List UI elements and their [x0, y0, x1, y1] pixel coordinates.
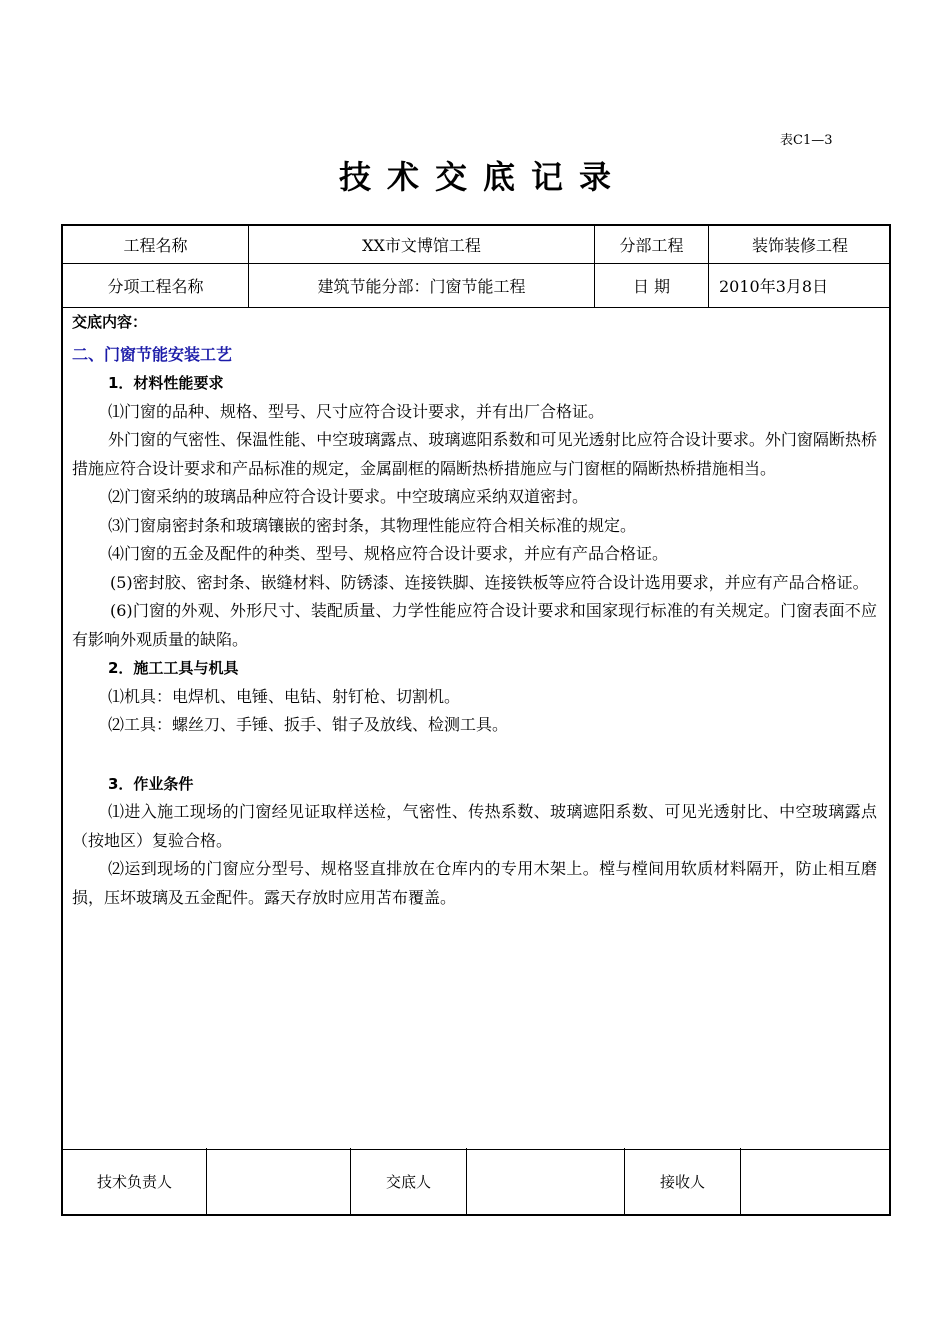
division-label: 分部工程 [595, 226, 709, 263]
subitem-label: 分项工程名称 [63, 264, 249, 307]
subsection-materials-title: 1．材料性能要求 [108, 374, 224, 392]
spacer [72, 740, 877, 770]
header-row-2 [63, 264, 889, 308]
paragraph: ⑵工具：螺丝刀、手锤、扳手、钳子及放线、检测工具。 [108, 715, 509, 734]
content-label: 交底内容： [72, 313, 148, 331]
date-label: 日 期 [595, 264, 709, 307]
paragraph: ⑷门窗的五金及配件的种类、型号、规格应符合设计要求，并应有产品合格证。 [108, 544, 669, 563]
paragraph: ⑴机具：电焊机、电锤、电钻、射钉枪、切割机。 [108, 686, 461, 706]
subsection-conditions-title: 3．作业条件 [108, 774, 194, 793]
form-code: 表C1—3 [780, 133, 833, 148]
tech-lead-signature-field[interactable] [207, 1148, 351, 1214]
discloser-signature-field[interactable] [467, 1148, 625, 1214]
receiver-signature-field[interactable] [741, 1148, 891, 1214]
paragraph: 外门窗的气密性、保温性能、中空玻璃露点、玻璃遮阳系数和可见光透射比应符合设计要求。外门窗隔断热桥措施应符合设计要求和产品标准的规定，金属副框的隔断热桥措施应与门窗框的隔断热桥措施相当。 [72, 430, 877, 478]
disclosure-content [63, 308, 889, 1150]
division-value: 装饰装修工程 [751, 236, 848, 255]
page-title: 技术交底记录 [338, 158, 627, 196]
tech-lead-label: 技术负责人 [63, 1148, 207, 1214]
receiver-label: 接收人 [625, 1148, 741, 1214]
paragraph: ⑶门窗扇密封条和玻璃镶嵌的密封条，其物理性能应符合相关标准的规定。 [108, 515, 637, 535]
header-row-1 [63, 226, 889, 264]
subitem-value: 建筑节能分部：门窗节能工程 [249, 264, 595, 307]
paragraph: ⑴进入施工现场的门窗经见证取样送检，气密性、传热系数、玻璃遮阳系数、可见光透射比、中空玻璃露点（按地区）复验合格。 [72, 802, 877, 850]
date-value: 2010年3月8日 [719, 277, 829, 296]
paragraph: ⑵门窗采纳的玻璃品种应符合设计要求。中空玻璃应采纳双道密封。 [108, 487, 589, 506]
disclosure-form [61, 224, 891, 1216]
signature-row [63, 1148, 889, 1214]
paragraph: (6)门窗的外观、外形尺寸、装配质量、力学性能应符合设计要求和国家现行标准的有关规定。门窗表面不应有影响外观质量的缺陷。 [72, 601, 877, 649]
discloser-label: 交底人 [351, 1148, 467, 1214]
project-name-value: XX市文博馆工程 [249, 226, 595, 263]
section-title: 二、门窗节能安装工艺 [72, 344, 233, 364]
subsection-tools-title: 2．施工工具与机具 [108, 659, 239, 677]
paragraph: ⑴门窗的品种、规格、型号、尺寸应符合设计要求，并有出厂合格证。 [108, 401, 605, 421]
paragraph: ⑵运到现场的门窗应分型号、规格竖直排放在仓库内的专用木架上。樘与樘间用软质材料隔开，防止相互磨损，压坏玻璃及五金配件。露天存放时应用苫布覆盖。 [72, 859, 877, 907]
paragraph: (5)密封胶、密封条、嵌缝材料、防锈漆、连接铁脚、连接铁板等应符合设计选用要求，并应有产品合格证。 [110, 572, 869, 592]
project-name-label: 工程名称 [63, 226, 249, 263]
